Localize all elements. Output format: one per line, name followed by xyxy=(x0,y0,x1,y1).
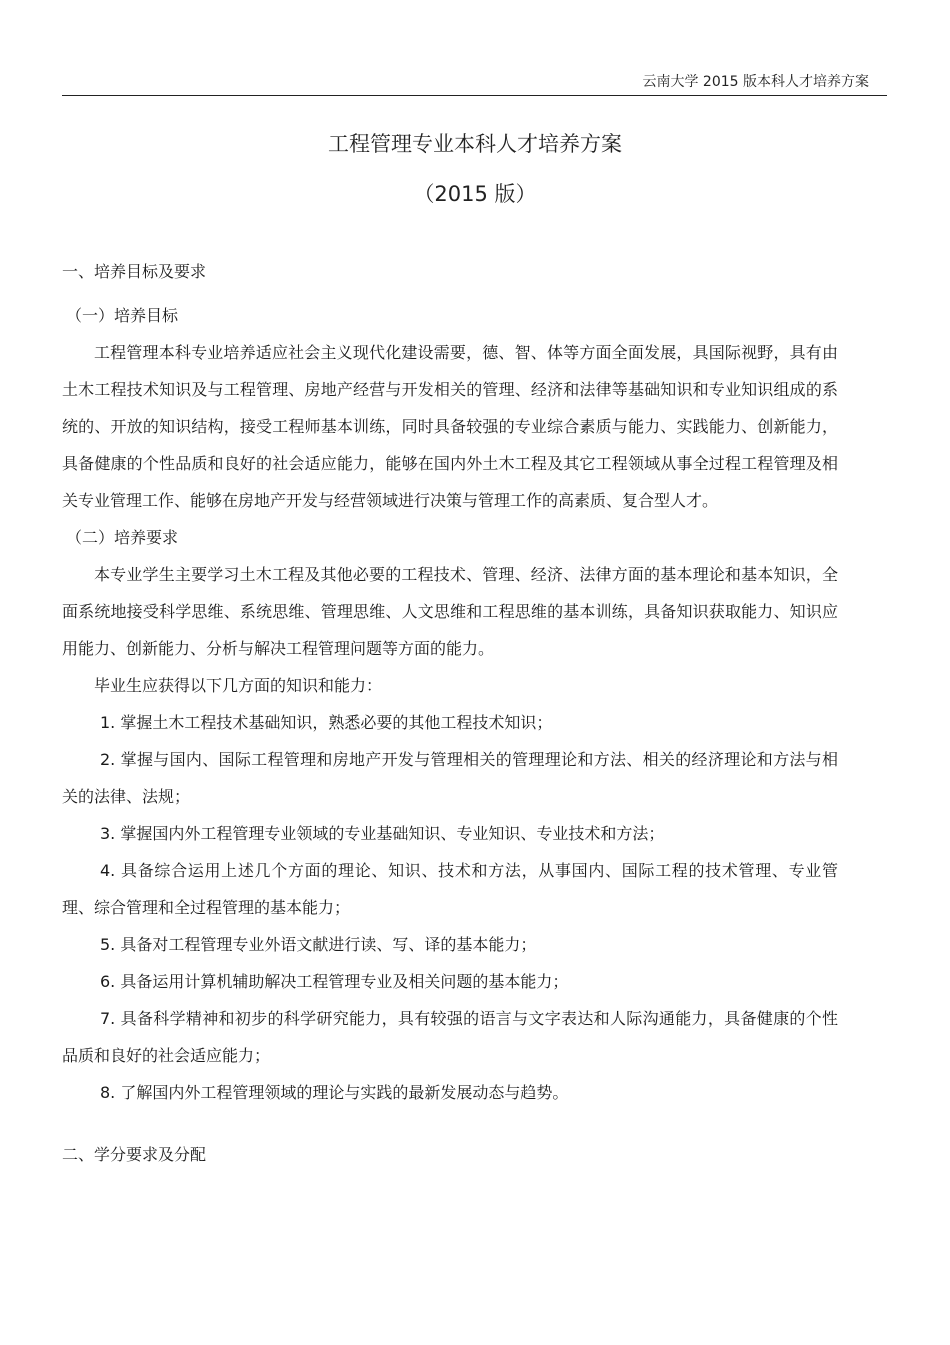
section-heading-1: 一、培养目标及要求 xyxy=(62,262,207,281)
section-heading-2: 二、学分要求及分配 xyxy=(62,1145,207,1164)
subsection-heading-goals: （一）培养目标 xyxy=(66,306,179,325)
subsection-heading-requirements: （二）培养要求 xyxy=(66,528,179,547)
list-item: 4. 具备综合运用上述几个方面的理论、知识、技术和方法，从事国内、国际工程的技术管理、专业管理、综合管理和全过程管理的基本能力； xyxy=(62,861,838,917)
list-item: 1. 掌握土木工程技术基础知识，熟悉必要的其他工程技术知识； xyxy=(100,713,553,732)
paragraph-goals: 工程管理本科专业培养适应社会主义现代化建设需要，德、智、体等方面全面发展，具国际视野，具有由土木工程技术知识及与工程管理、房地产经营与开发相关的管理、经济和法律等基础知识和专业知识组成的系统的、开放的知识结构，接受工程师基本训练，同时具备较强的专业综合素质与能力、实践能力、创新能力，具备健康的个性品质和良好的社会适应能力，能够在国内外土木工程及其它工程领域从事全过程工程管理及相关专业管理工作、能够在房地产开发与经营领域进行决策与管理工作的高素质、复合型人才。 xyxy=(62,343,838,510)
paragraph-intro: 毕业生应获得以下几方面的知识和能力： xyxy=(94,676,383,695)
document-body xyxy=(62,257,838,1170)
header-text: 云南大学 2015 版本科人才培养方案 xyxy=(642,74,869,90)
list-item: 5. 具备对工程管理专业外语文献进行读、写、译的基本能力； xyxy=(100,935,537,954)
document-subtitle: （2015 版） xyxy=(413,182,537,206)
list-item: 7. 具备科学精神和初步的科学研究能力，具有较强的语言与文字表达和人际沟通能力，具备健康的个性品质和良好的社会适应能力； xyxy=(62,1009,838,1065)
document-title: 工程管理专业本科人才培养方案 xyxy=(328,132,622,156)
page-header xyxy=(62,68,887,96)
list-item: 8. 了解国内外工程管理领域的理论与实践的最新发展动态与趋势。 xyxy=(100,1083,569,1102)
list-item: 3. 掌握国内外工程管理专业领域的专业基础知识、专业知识、专业技术和方法； xyxy=(100,824,665,843)
list-item: 6. 具备运用计算机辅助解决工程管理专业及相关问题的基本能力； xyxy=(100,972,569,991)
paragraph-requirements: 本专业学生主要学习土木工程及其他必要的工程技术、管理、经济、法律方面的基本理论和基本知识，全面系统地接受科学思维、系统思维、管理思维、人文思维和工程思维的基本训练，具备知识获取能力、知识应用能力、创新能力、分析与解决工程管理问题等方面的能力。 xyxy=(62,565,838,658)
list-item: 2. 掌握与国内、国际工程管理和房地产开发与管理相关的管理理论和方法、相关的经济理论和方法与相关的法律、法规； xyxy=(62,750,838,806)
